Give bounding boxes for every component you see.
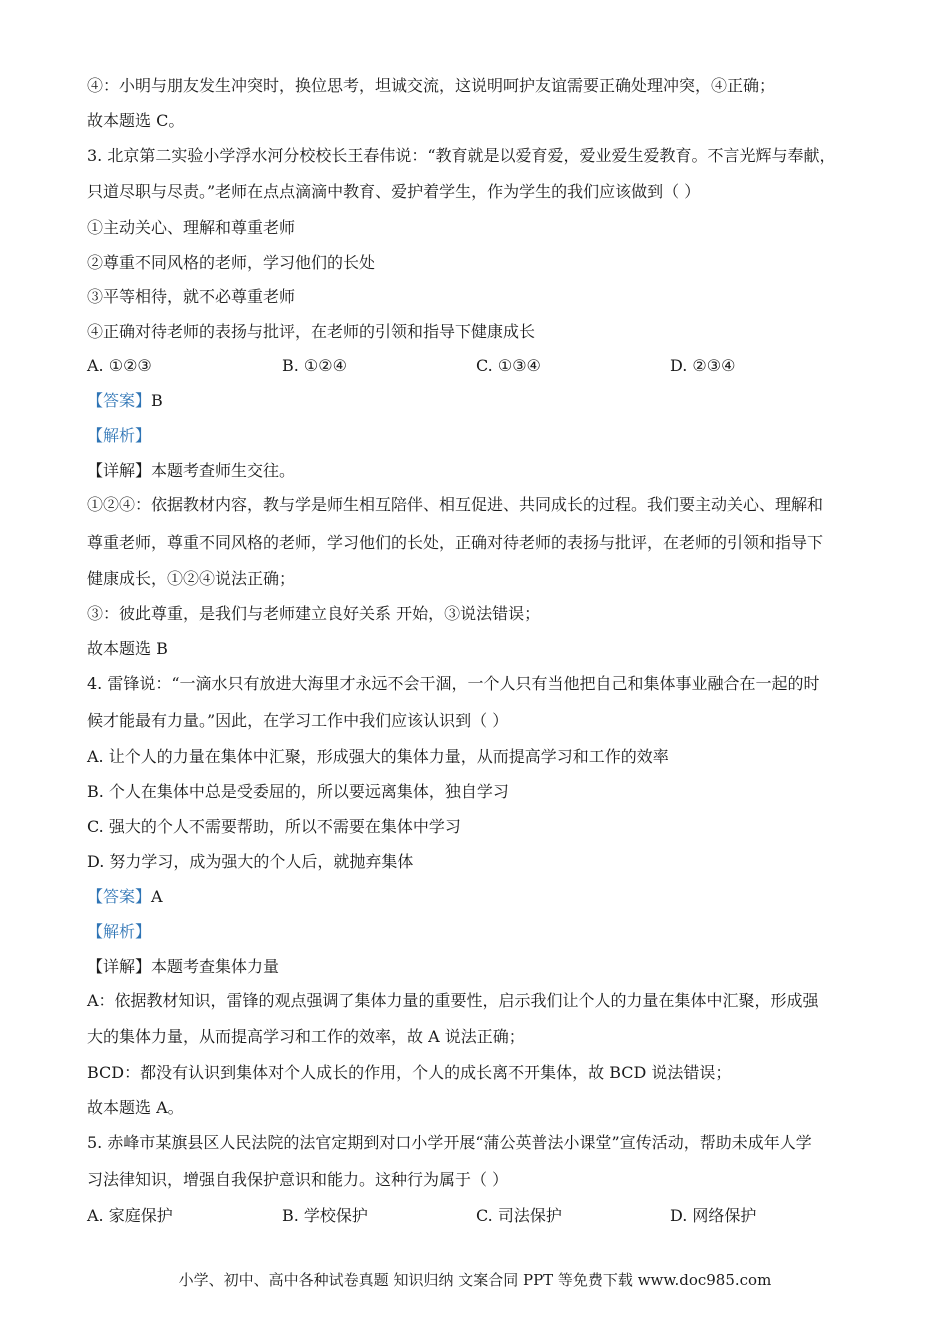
question-4-stem: 4. 雷锋说：“一滴水只有放进大海里才永远不会干涸，一个人只有当他把自己和集体事业融合在一起的时 [87,674,820,693]
answer-value: B [151,391,163,410]
explanation-line: 故本题选 B [87,639,168,658]
question-3-item: ②尊重不同风格的老师，学习他们的长处 [87,253,376,272]
question-4-answer [87,886,890,908]
question-4-option-c: C. 强大的个人不需要帮助，所以不需要在集体中学习 [87,817,461,836]
answer-tag: 【答案】 [87,391,152,410]
question-3-stem: 3. 北京第二实验小学浮水河分校校长王春伟说：“教育就是以爱育爱，爱业爱生爱教育。不言光辉与奉献， [87,146,836,165]
question-4-stem: 候才能最有力量。”因此，在学习工作中我们应该认识到（ ） [87,711,509,730]
answer-value: A [151,887,163,906]
question-5-option-d: D. 网络保护 [670,1206,757,1225]
detail-text: 本题考查集体力量 [151,957,280,976]
question-5-option-b: B. 学校保护 [282,1206,368,1225]
question-4-option-d: D. 努力学习，成为强大的个人后，就抛弃集体 [87,852,414,871]
explanation-line: BCD：都没有认识到集体对个人成长的作用，个人的成长离不开集体，故 BCD 说法错误； [87,1063,732,1082]
question-5-option-a: A. 家庭保护 [87,1206,173,1225]
question-4-analysis-tag [87,921,890,943]
explanation-line: A：依据教材知识，雷锋的观点强调了集体力量的重要性，启示我们让个人的力量在集体中汇聚，形成强 [87,991,819,1010]
question-3-analysis-tag [87,425,890,447]
question-5-option-c: C. 司法保护 [476,1206,562,1225]
text-line: 故本题选 C。 [87,111,185,130]
question-3-answer [87,390,890,412]
question-5-stem: 5. 赤峰市某旗县区人民法院的法官定期到对口小学开展“蒲公英普法小课堂”宣传活动，帮助未成年人学 [87,1133,812,1152]
question-3-option-c: C. ①③④ [476,356,541,375]
text-line: ④：小明与朋友发生冲突时，换位思考，坦诚交流，这说明呵护友谊需要正确处理冲突，④正确； [87,76,776,95]
question-4-option-a: A. 让个人的力量在集体中汇聚，形成强大的集体力量，从而提高学习和工作的效率 [87,747,669,766]
question-5-stem: 习法律知识，增强自我保护意识和能力。这种行为属于（ ） [87,1170,509,1189]
question-3-item: ④正确对待老师的表扬与批评，在老师的引领和指导下健康成长 [87,322,536,341]
question-3-stem: 只道尽职与尽责。”老师在点点滴滴中教育、爱护着学生，作为学生的我们应该做到（ ） [87,182,701,201]
analysis-tag: 【解析】 [87,426,152,445]
explanation-line: ③：彼此尊重，是我们与老师建立良好关系 开始，③说法错误； [87,604,541,623]
explanation-line: 健康成长，①②④说法正确； [87,569,296,588]
question-4-option-b: B. 个人在集体中总是受委屈的，所以要远离集体，独自学习 [87,782,509,801]
answer-tag: 【答案】 [87,887,152,906]
question-4-detail [87,956,890,978]
detail-tag: 【详解】 [87,461,152,480]
question-3-item: ③平等相待，就不必尊重老师 [87,287,296,306]
question-3-option-a: A. ①②③ [87,356,152,375]
page-footer: 小学、初中、高中各种试卷真题 知识归纳 文案合同 PPT 等免费下载 www.doc985.com [178,1271,772,1289]
explanation-line: 大的集体力量，从而提高学习和工作的效率，故 A 说法正确； [87,1027,525,1046]
question-3-option-d: D. ②③④ [670,356,736,375]
analysis-tag: 【解析】 [87,922,152,941]
detail-text: 本题考查师生交往。 [151,461,296,480]
explanation-line: ①②④：依据教材内容，教与学是师生相互陪伴、相互促进、共同成长的过程。我们要主动关心、理解和 [87,495,824,514]
detail-tag: 【详解】 [87,957,152,976]
question-3-item: ①主动关心、理解和尊重老师 [87,218,296,237]
explanation-line: 尊重老师，尊重不同风格的老师，学习他们的长处，正确对待老师的表扬与批评，在老师的引领和指导下 [87,533,824,552]
question-3-detail [87,460,890,482]
explanation-line: 故本题选 A。 [87,1098,184,1117]
question-3-option-b: B. ①②④ [282,356,347,375]
